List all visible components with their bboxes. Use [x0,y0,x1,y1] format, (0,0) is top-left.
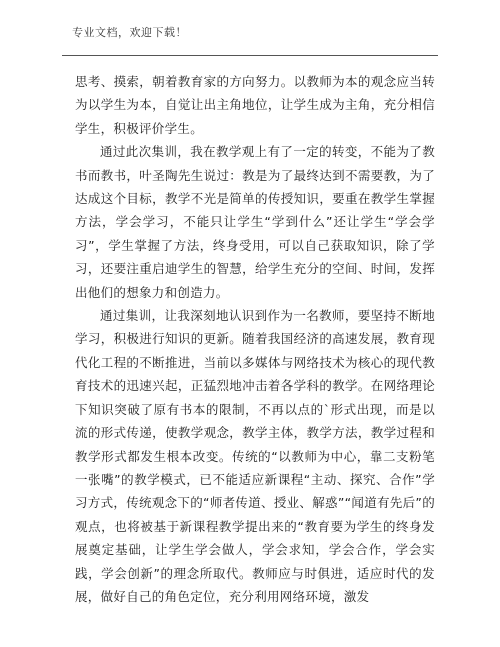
paragraph-1: 思考、摸索，朝着教育家的方向努力。以教师为本的观念应当转为以学生为本，自觉让出主角地位，让学生成为主角，充分相信学生，积极评价学生。 [75,74,435,136]
document-body [75,70,435,608]
header-divider [62,55,438,56]
paragraph-2: 通过此次集训，我在教学观上有了一定的转变，不能为了教书而教书，叶圣陶先生说过：教是为了最终达到不需要教，为了达成这个目标，教学不光是简单的传授知识，要重在教学生掌握方法，学会学习，不能只让学生“学到什么”还让学生“学会学习”，学生掌握了方法，终身受用，可以自己获取知识，除了学习，还要注重启迪学生的智慧，给学生充分的空间、时间，发挥出他们的想象力和创造力。 [75,144,435,300]
paragraph-3: 通过集训，让我深刻地认识到作为一名教师，要坚持不断地学习，积极进行知识的更新。随着我国经济的高速发展，教育现代化工程的不断推进，当前以多媒体与网络技术为核心的现代教育技术的迅速兴起，正猛烈地冲击着各学科的教学。在网络理论下知识突破了原有书本的限制，不再以点的`形式出现，而是以流的形式传递，使教学观念，教学主体，教学方法，教学过程和教学形式都发生根本改变。传统的“以教师为中心，靠二支粉笔一张嘴”的教学模式，已不能适应新课程“主动、探究、合作”学习方式，传统观念下的“师者传道、授业、解惑”“闻道有先后”的观点，也将被基于新课程教学提出来的“教育要为学生的终身发展奠定基础，让学生学会做人，学会求知，学会合作，学会实践，学会创新”的理念所取代。教师应与时俱进，适应时代的发展，做好自己的角色定位，充分利用网络环境，激发 [75,308,435,604]
page-header-text: 专业文档，欢迎下载！ [72,26,187,39]
